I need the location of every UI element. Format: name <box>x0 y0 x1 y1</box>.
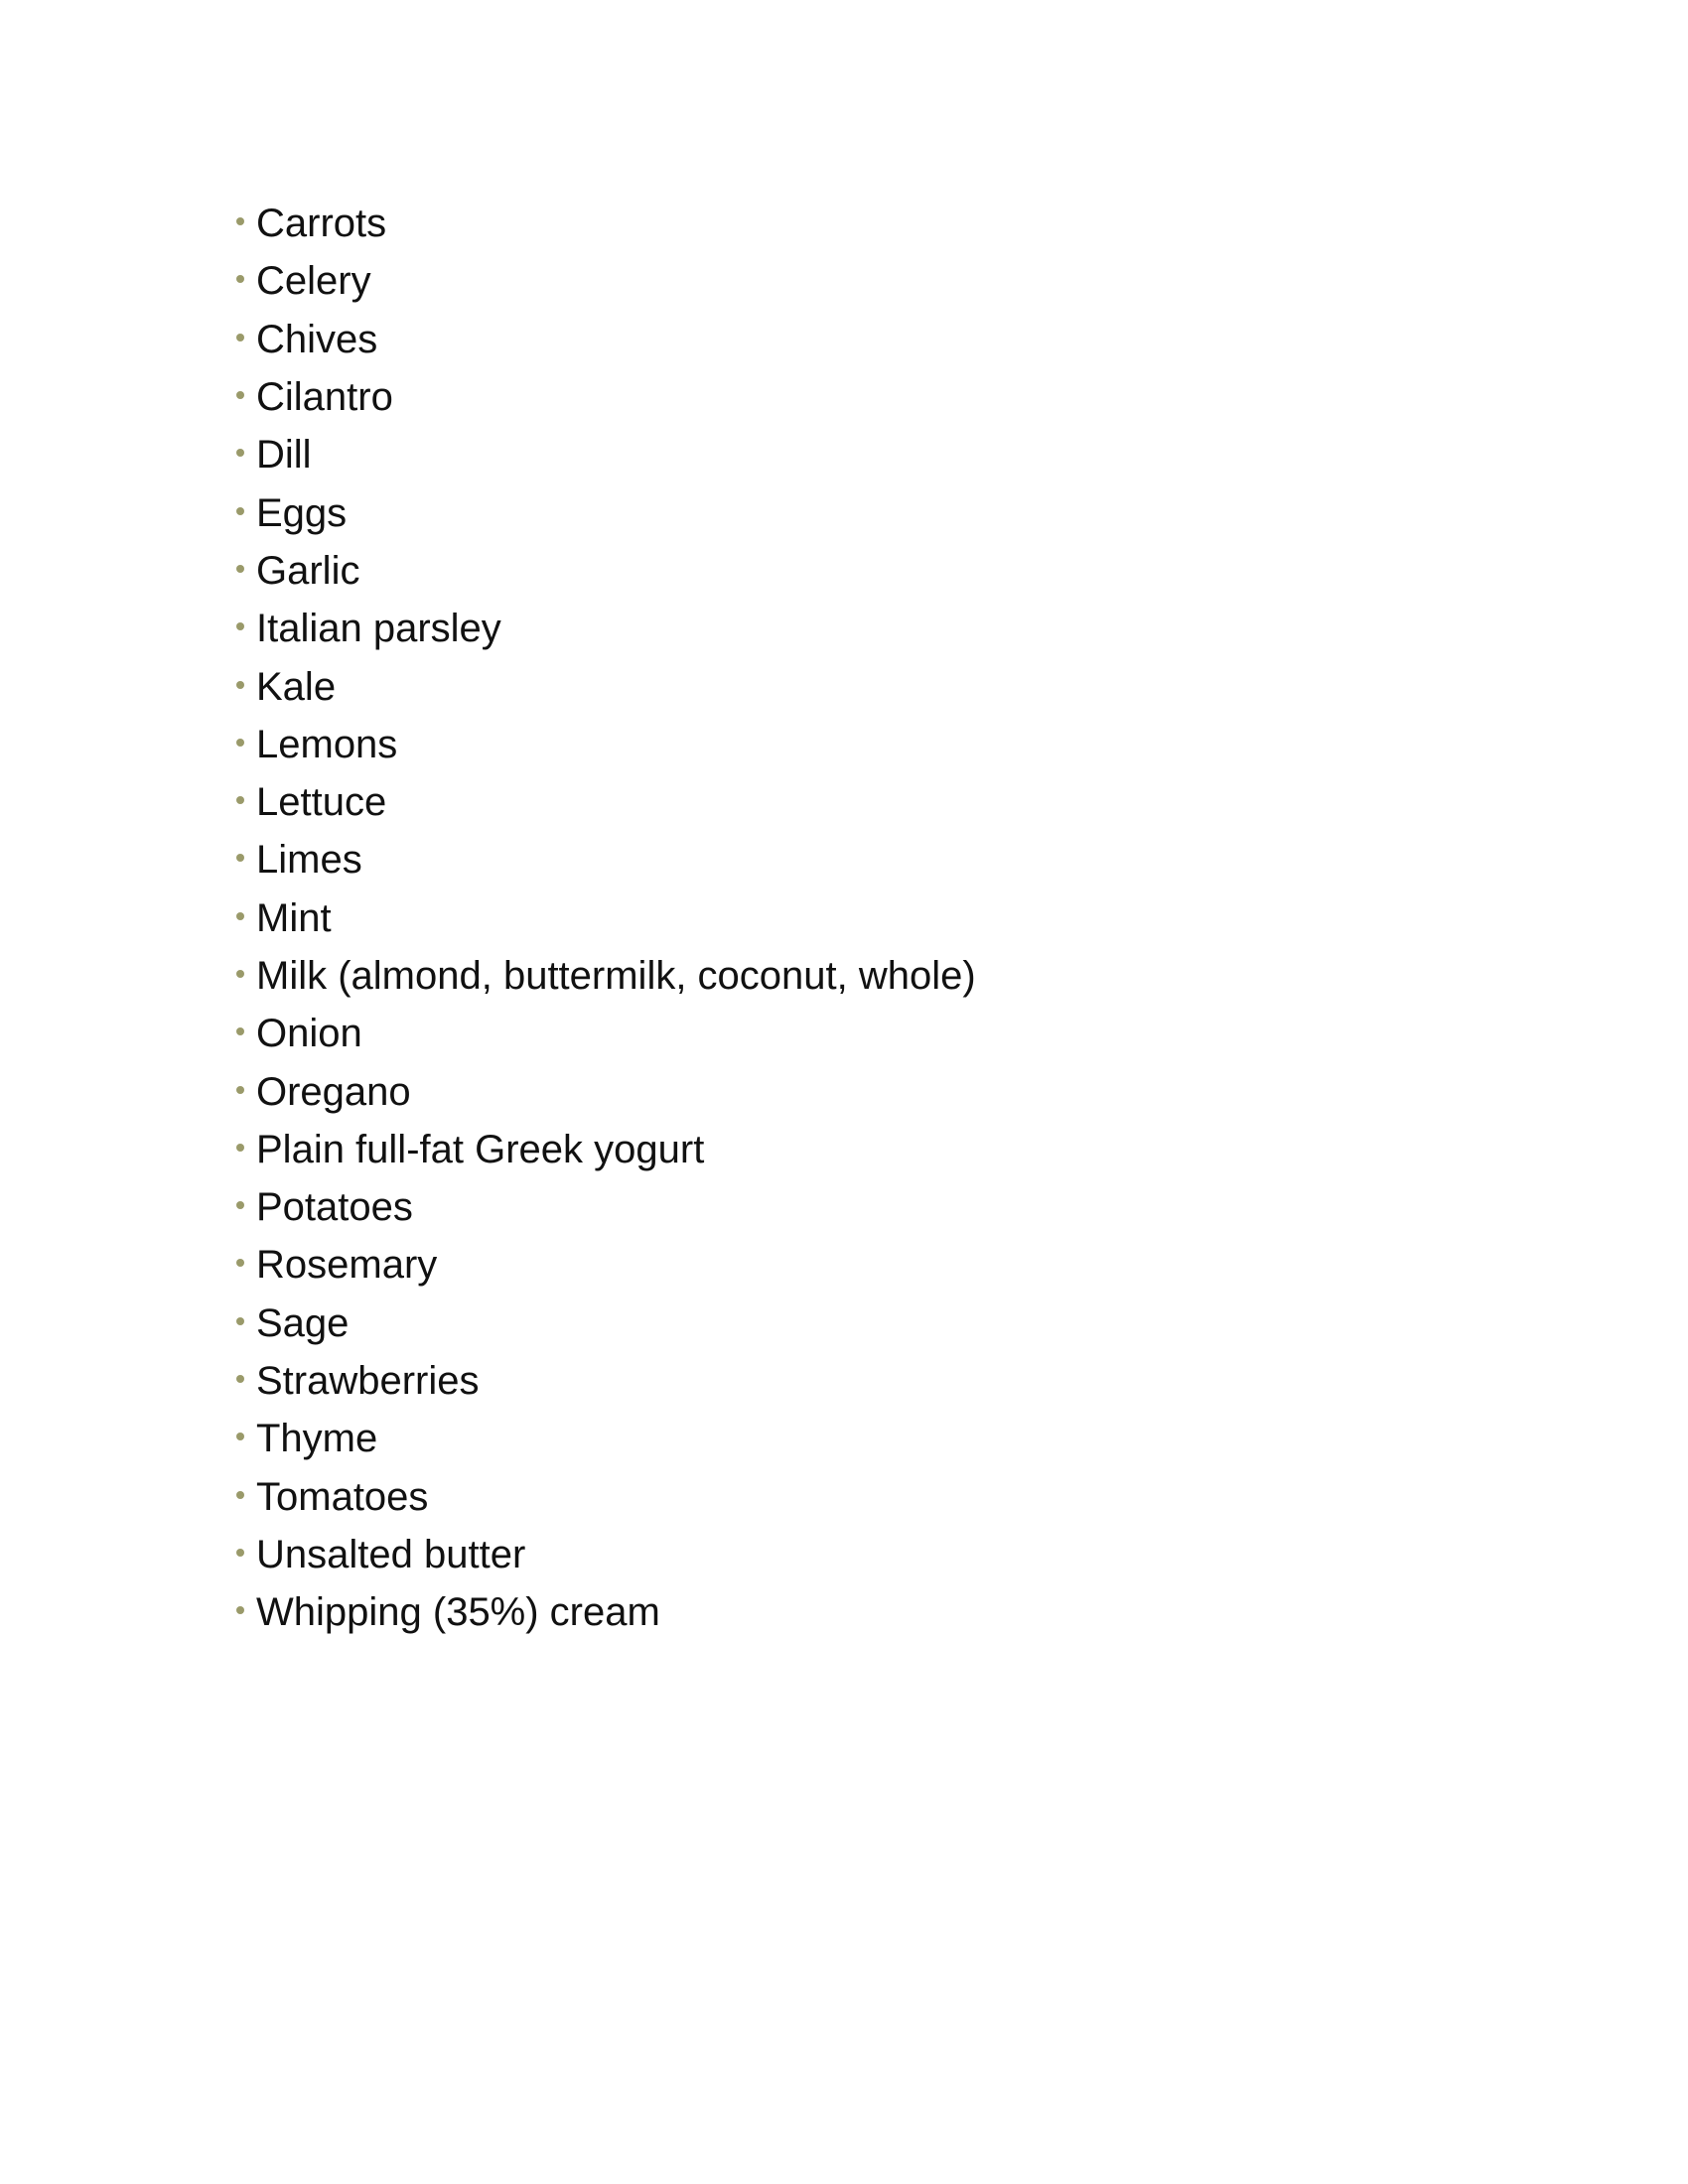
list-item-label: Unsalted butter <box>256 1532 526 1576</box>
bullet-icon <box>236 1201 244 1209</box>
list-item-label: Strawberries <box>256 1359 480 1404</box>
list-item-label: Limes <box>256 838 362 883</box>
bullet-icon <box>236 1317 244 1325</box>
list-item-label: Lettuce <box>256 780 387 825</box>
list-item-label: Eggs <box>256 490 348 535</box>
list-item <box>236 1121 976 1178</box>
list-item <box>236 1062 976 1120</box>
list-item <box>236 716 976 773</box>
bullet-icon <box>236 334 244 341</box>
list-item <box>236 947 976 1005</box>
list-item <box>236 483 976 541</box>
list-item <box>236 889 976 947</box>
list-item <box>236 1583 976 1641</box>
list-item <box>236 368 976 426</box>
list-item-label: Kale <box>256 664 337 709</box>
bullet-icon <box>236 1549 244 1557</box>
list-item-label: Italian parsley <box>256 607 501 651</box>
list-item <box>236 1352 976 1410</box>
bullet-icon <box>236 391 244 399</box>
list-item <box>236 195 976 252</box>
bullet-icon <box>236 217 244 225</box>
list-item <box>236 1236 976 1294</box>
bullet-icon <box>236 970 244 978</box>
list-item <box>236 657 976 715</box>
list-item-label: Garlic <box>256 548 360 593</box>
list-item <box>236 1295 976 1352</box>
list-item-label: Carrots <box>256 202 387 246</box>
list-item <box>236 600 976 657</box>
list-item <box>236 252 976 310</box>
list-item-label: Lemons <box>256 722 398 766</box>
list-item <box>236 542 976 600</box>
list-item-label: Potatoes <box>256 1185 413 1230</box>
bullet-icon <box>236 681 244 689</box>
list-item-label: Celery <box>256 259 371 304</box>
list-item <box>236 426 976 483</box>
bullet-icon <box>236 449 244 457</box>
list-item-label: Tomatoes <box>256 1474 429 1519</box>
list-item <box>236 1005 976 1062</box>
bullet-icon <box>236 622 244 630</box>
list-item-label: Oregano <box>256 1069 411 1114</box>
bullet-icon <box>236 1433 244 1440</box>
bullet-icon <box>236 275 244 283</box>
list-item <box>236 311 976 368</box>
list-item-label: Dill <box>256 433 312 478</box>
list-item-label: Thyme <box>256 1417 378 1461</box>
list-item <box>236 1526 976 1583</box>
bullet-icon <box>236 1027 244 1035</box>
bullet-icon <box>236 1086 244 1094</box>
bullet-icon <box>236 1259 244 1267</box>
list-item <box>236 1410 976 1467</box>
list-item-label: Whipping (35%) cream <box>256 1590 660 1635</box>
bullet-icon <box>236 507 244 515</box>
list-item <box>236 1468 976 1526</box>
list-item-label: Mint <box>256 895 332 940</box>
bullet-icon <box>236 739 244 747</box>
bullet-icon <box>236 565 244 573</box>
list-item-label: Cilantro <box>256 375 393 420</box>
list-item-label: Rosemary <box>256 1243 438 1288</box>
list-item-label: Chives <box>256 317 378 361</box>
list-item <box>236 1178 976 1236</box>
list-item-label: Onion <box>256 1012 362 1056</box>
list-item-label: Milk (almond, buttermilk, coconut, whole) <box>256 954 976 998</box>
list-item-label: Sage <box>256 1300 350 1345</box>
bullet-icon <box>236 1375 244 1383</box>
ingredient-list <box>236 195 976 1641</box>
bullet-icon <box>236 1606 244 1614</box>
list-item <box>236 831 976 888</box>
bullet-icon <box>236 912 244 920</box>
list-item-label: Plain full-fat Greek yogurt <box>256 1127 705 1171</box>
bullet-icon <box>236 1144 244 1152</box>
bullet-icon <box>236 796 244 804</box>
list-item <box>236 773 976 831</box>
bullet-icon <box>236 854 244 862</box>
bullet-icon <box>236 1491 244 1499</box>
